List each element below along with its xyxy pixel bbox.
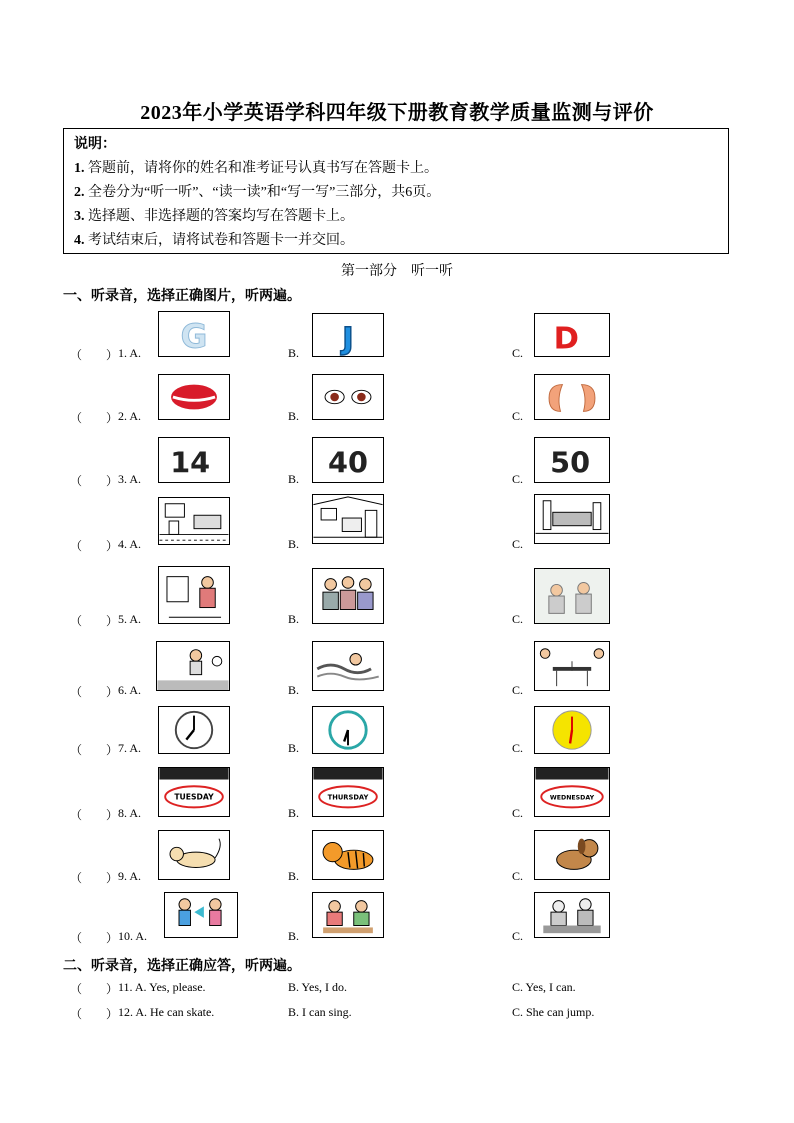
kitchen-icon	[312, 494, 384, 544]
option-c-label: C.	[512, 929, 524, 943]
number-card	[312, 437, 384, 483]
svg-text:J: J	[342, 321, 354, 356]
option-b-text: B. Yes, I do.	[288, 980, 348, 994]
question-label: 2. A.	[118, 409, 142, 423]
answer-blank[interactable]: （ ）	[70, 1007, 119, 1021]
bedroom-icon	[158, 497, 230, 545]
question-label: 4. A.	[118, 537, 142, 551]
tiger-icon	[312, 830, 384, 880]
section-title: 一、听录音，选择正确图片，听两遍。	[63, 289, 301, 304]
lips-icon	[158, 374, 230, 420]
question-label: 3. A.	[118, 472, 142, 486]
svg-text:TUESDAY: TUESDAY	[174, 792, 214, 802]
answer-blank[interactable]: （ ）	[70, 931, 119, 945]
svg-text:WEDNESDAY: WEDNESDAY	[549, 794, 595, 802]
calendar-card	[312, 767, 384, 817]
option-b-label: B.	[288, 806, 300, 820]
instructions-heading: 说明：	[74, 137, 116, 152]
svg-text:D: D	[553, 321, 579, 356]
option-c-label: C.	[512, 537, 524, 551]
answer-blank[interactable]: （ ）	[70, 982, 119, 996]
answer-blank[interactable]: （ ）	[70, 614, 119, 628]
playground-kids-icon	[534, 568, 610, 624]
letter-card	[312, 313, 384, 357]
calendar-card	[158, 767, 230, 817]
kids-fan-icon	[164, 892, 238, 938]
question-label: 10. A.	[118, 929, 148, 943]
option-b-label: B.	[288, 409, 300, 423]
page-title: 2023年小学英语学科四年级下册教育教学质量监测与评价	[140, 102, 654, 124]
option-b-label: B.	[288, 612, 300, 626]
living-room-icon	[534, 494, 610, 544]
question-label: 7. A.	[118, 741, 142, 755]
svg-text:50: 50	[550, 445, 591, 480]
answer-blank[interactable]: （ ）	[70, 539, 119, 553]
option-a-text: 11. A. Yes, please.	[118, 980, 206, 994]
answer-blank[interactable]: （ ）	[70, 474, 119, 488]
option-b-label: B.	[288, 741, 300, 755]
option-c-label: C.	[512, 409, 524, 423]
option-c-text: C. Yes, I can.	[512, 980, 576, 994]
number-card	[158, 437, 230, 483]
eyes-icon	[312, 374, 384, 420]
instruction-2: 2. 全卷分为“听一听”、“读一读”和“写一写”三部分，共6页。	[74, 185, 441, 200]
answer-blank[interactable]: （ ）	[70, 685, 119, 699]
letter-card	[158, 311, 230, 357]
question-label: 9. A.	[118, 869, 142, 883]
kids-painting-icon	[534, 892, 610, 938]
svg-text:THURSDAY: THURSDAY	[327, 793, 369, 802]
answer-blank[interactable]: （ ）	[70, 411, 119, 425]
option-b-text: B. I can sing.	[288, 1005, 352, 1019]
option-c-label: C.	[512, 346, 524, 360]
football-icon	[156, 641, 230, 691]
option-c-label: C.	[512, 683, 524, 697]
answer-blank[interactable]: （ ）	[70, 743, 119, 757]
instruction-4: 4. 考试结束后，请将试卷和答题卡一并交回。	[74, 233, 354, 248]
option-b-label: B.	[288, 472, 300, 486]
instructions-box	[63, 128, 729, 254]
letter-card	[534, 313, 610, 357]
option-c-label: C.	[512, 741, 524, 755]
answer-blank[interactable]: （ ）	[70, 808, 119, 822]
question-label: 1. A.	[118, 346, 142, 360]
clock-seven-icon	[158, 706, 230, 754]
clock-six-thirty-icon	[312, 706, 384, 754]
part-title: 第一部分 听一听	[341, 264, 453, 279]
answer-blank[interactable]: （ ）	[70, 871, 119, 885]
ears-icon	[534, 374, 610, 420]
swimming-icon	[312, 641, 384, 691]
svg-text:40: 40	[328, 445, 368, 480]
instruction-1: 1. 答题前，请将你的姓名和准考证号认真书写在答题卡上。	[74, 161, 438, 176]
calendar-card	[534, 767, 610, 817]
cat-icon	[158, 830, 230, 880]
instruction-3: 3. 选择题、非选择题的答案均写在答题卡上。	[74, 209, 354, 224]
drawing-kids-icon	[158, 566, 230, 624]
option-b-label: B.	[288, 683, 300, 697]
option-c-label: C.	[512, 472, 524, 486]
option-c-text: C. She can jump.	[512, 1005, 595, 1019]
kids-reading-icon	[312, 892, 384, 938]
answer-blank[interactable]: （ ）	[70, 348, 119, 362]
question-label: 8. A.	[118, 806, 142, 820]
option-a-text: 12. A. He can skate.	[118, 1005, 215, 1019]
option-b-label: B.	[288, 869, 300, 883]
option-c-label: C.	[512, 612, 524, 626]
svg-text:14: 14	[170, 445, 211, 480]
svg-text:G: G	[180, 317, 208, 356]
clock-yellow-icon	[534, 706, 610, 754]
classroom-kids-icon	[312, 568, 384, 624]
option-b-label: B.	[288, 346, 300, 360]
question-label: 6. A.	[118, 683, 142, 697]
option-b-label: B.	[288, 537, 300, 551]
option-b-label: B.	[288, 929, 300, 943]
option-c-label: C.	[512, 806, 524, 820]
number-card	[534, 437, 610, 483]
question-label: 5. A.	[118, 612, 142, 626]
option-c-label: C.	[512, 869, 524, 883]
section-title: 二、听录音，选择正确应答，听两遍。	[63, 959, 301, 974]
ping-pong-icon	[534, 641, 610, 691]
dog-icon	[534, 830, 610, 880]
